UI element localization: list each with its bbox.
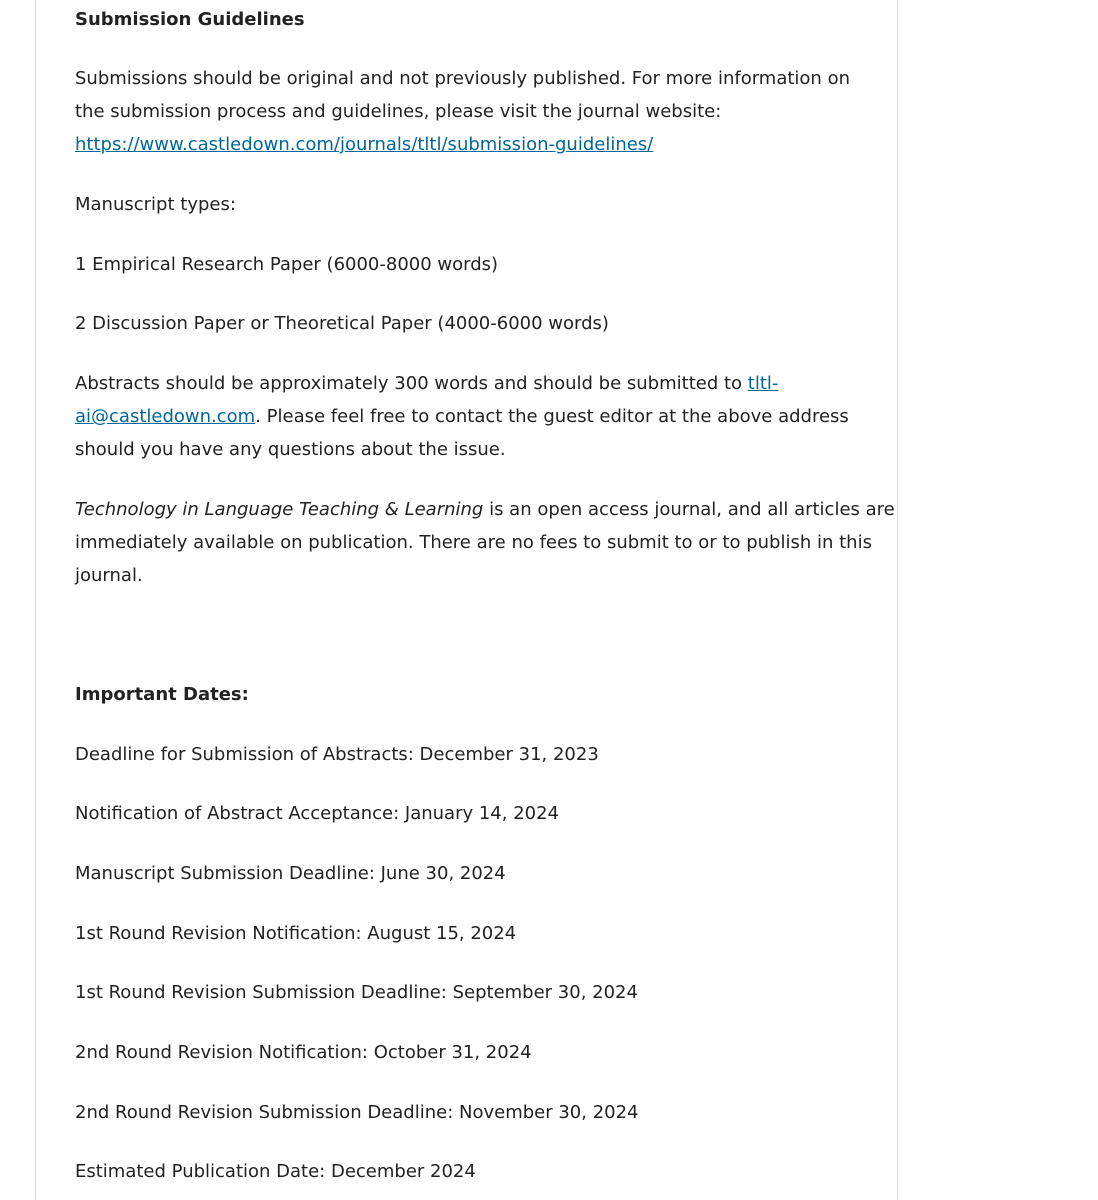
- email-link-part-1[interactable]: tltl-: [747, 373, 779, 394]
- abstract-text-2: . Please feel free to contact the guest editor at the above address: [255, 406, 849, 427]
- submission-paragraph-line-1: Submissions should be original and not previously published. For more information on: [75, 68, 850, 89]
- manuscript-type-discussion: 2 Discussion Paper or Theoretical Paper (4000-6000 words): [75, 313, 609, 334]
- submission-guidelines-link[interactable]: https://www.castledown.com/journals/tltl/submission-guidelines/: [75, 134, 654, 155]
- date-item: Manuscript Submission Deadline: June 30, 2024: [75, 863, 506, 884]
- abstract-text-1: Abstracts should be approximately 300 words and should be submitted to: [75, 373, 748, 394]
- important-dates-heading: Important Dates:: [75, 684, 249, 705]
- manuscript-types-label: Manuscript types:: [75, 194, 236, 215]
- open-access-paragraph-line-1: [75, 493, 895, 526]
- submission-guidelines-heading: Submission Guidelines: [75, 9, 305, 30]
- submission-paragraph-line-2: the submission process and guidelines, please visit the journal website:: [75, 101, 722, 122]
- date-item: 2nd Round Revision Notification: October 31, 2024: [75, 1042, 532, 1063]
- date-item: Deadline for Submission of Abstracts: December 31, 2023: [75, 744, 599, 765]
- open-access-paragraph-line-2: immediately available on publication. There are no fees to submit to or to publish in this: [75, 532, 872, 553]
- abstract-paragraph-line-2: [75, 400, 849, 433]
- date-item: Notification of Abstract Acceptance: January 14, 2024: [75, 803, 560, 824]
- content-panel: [35, 0, 898, 1200]
- submission-guidelines-link-line: [75, 128, 653, 161]
- open-access-paragraph-line-3: journal.: [75, 565, 143, 586]
- date-item: 2nd Round Revision Submission Deadline: November 30, 2024: [75, 1102, 639, 1123]
- email-link-part-2[interactable]: ai@castledown.com: [75, 406, 256, 427]
- date-item: Estimated Publication Date: December 2024: [75, 1161, 476, 1182]
- abstract-paragraph-line-3: should you have any questions about the issue.: [75, 439, 506, 460]
- date-item: 1st Round Revision Submission Deadline: September 30, 2024: [75, 982, 638, 1003]
- abstract-paragraph-line-1: [75, 367, 778, 400]
- journal-name: Technology in Language Teaching & Learning: [75, 499, 484, 520]
- open-access-text-1: is an open access journal, and all articles are: [483, 499, 895, 520]
- manuscript-type-empirical: 1 Empirical Research Paper (6000-8000 words): [75, 254, 499, 275]
- date-item: 1st Round Revision Notification: August 15, 2024: [75, 923, 517, 944]
